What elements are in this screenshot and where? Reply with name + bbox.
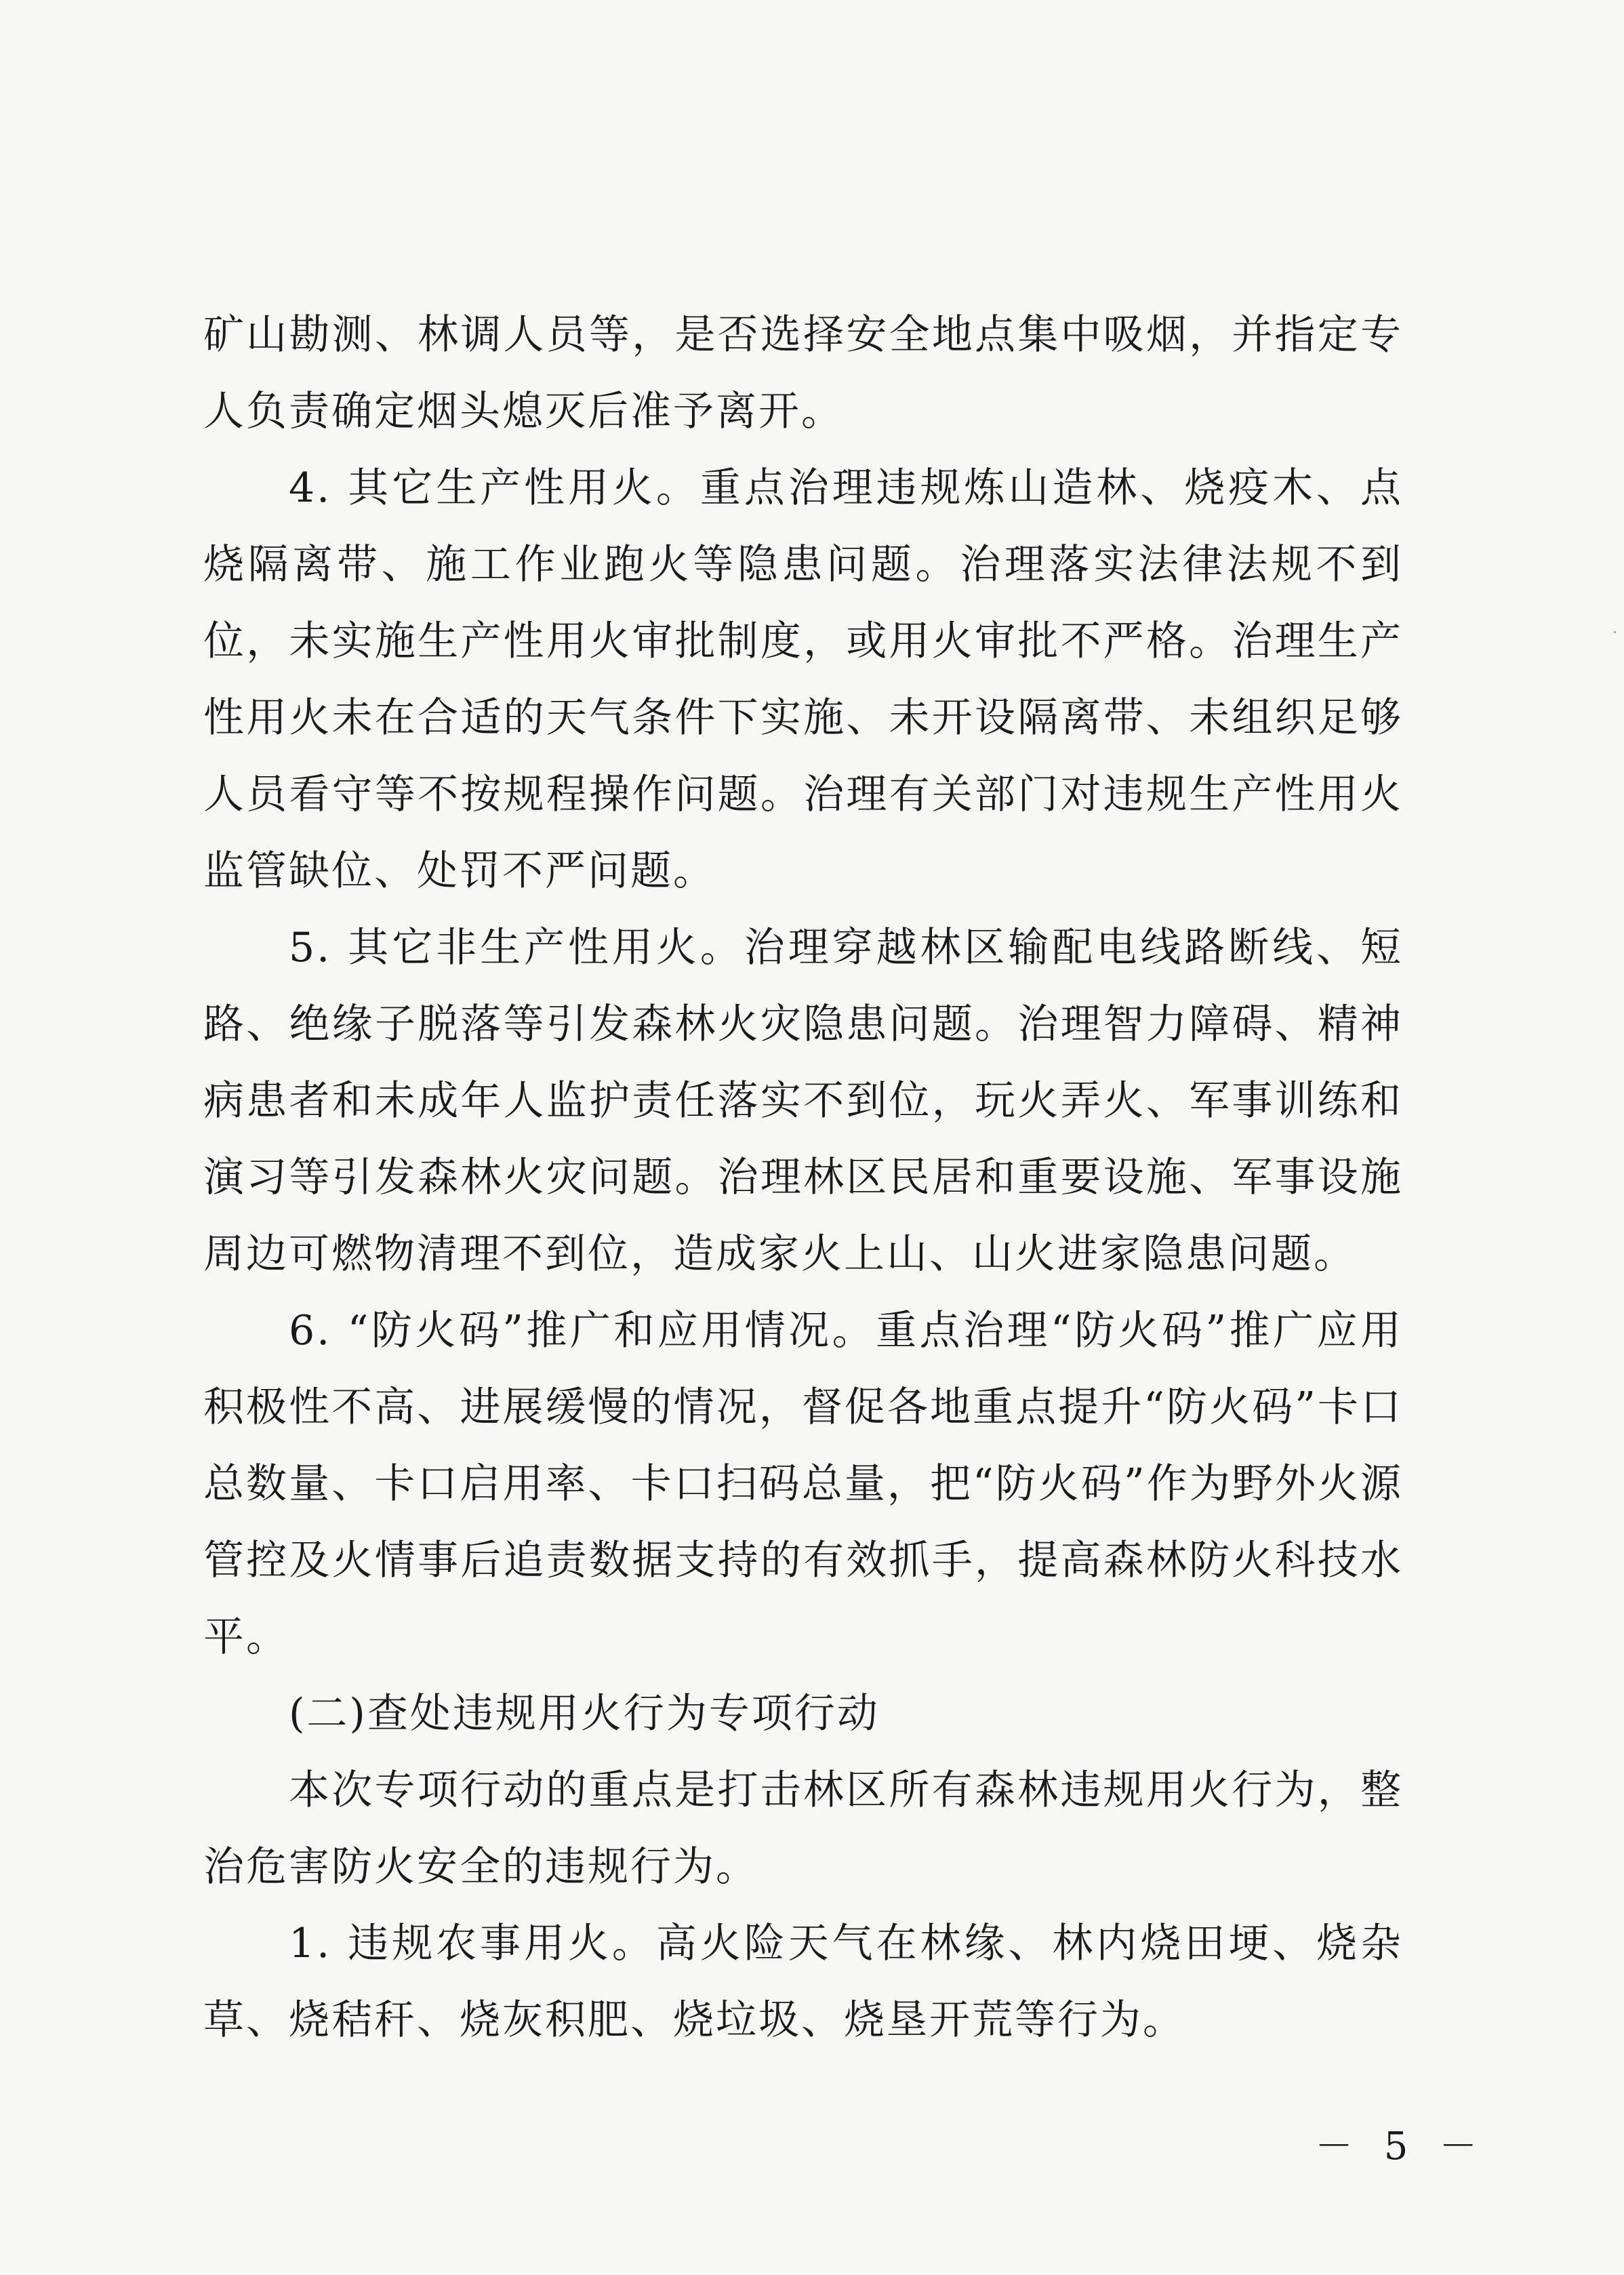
paragraph-item-4: 4. 其它生产性用火。重点治理违规炼山造林、烧疫木、点烧隔离带、施工作业跑火等隐患问题。治理落实法律法规不到位，未实施生产性用火审批制度，或用火审批不严格。治理生产性用火未在合适的天气条件下实施、未开设隔离带、未组织足够人员看守等不按规程操作问题。治理有关部门对违规生产性用火监管缺位、处罚不严问题。 (203, 464, 1403, 895)
paragraph-intro: 本次专项行动的重点是打击林区所有森林违规用火行为，整治危害防火安全的违规行为。 (203, 1767, 1403, 1891)
body-text (203, 297, 1403, 2059)
paragraph-item-5: 5. 其它非生产性用火。治理穿越林区输配电线路断线、短路、绝缘子脱落等引发森林火灾隐患问题。治理智力障碍、精神病患者和未成年人监护责任落实不到位，玩火弄火、军事训练和演习等引发森林火灾问题。治理林区民居和重要设施、军事设施周边可燃物清理不到位，造成家火上山、山火进家隐患问题。 (203, 924, 1403, 1278)
paragraph-item-6: 6. “防火码”推广和应用情况。重点治理“防火码”推广应用积极性不高、进展缓慢的情况，督促各地重点提升“防火码”卡口总数量、卡口启用率、卡口扫码总量，把“防火码”作为野外火源管控及火情事后追责数据支持的有效抓手，提高森林防火科技水平。 (203, 1307, 1403, 1661)
scan-speck (1614, 631, 1616, 633)
paragraph-continuation: 矿山勘测、林调人员等，是否选择安全地点集中吸烟，并指定专人负责确定烟头熄灭后准予离开。 (203, 311, 1403, 435)
paragraph-item-1: 1. 违规农事用火。高火险天气在林缘、林内烧田埂、烧杂草、烧秸秆、烧灰积肥、烧垃圾、烧垦开荒等行为。 (203, 1920, 1403, 2044)
page-number: － 5 － (1315, 2125, 1487, 2169)
section-heading: (二)查处违规用火行为专项行动 (289, 1690, 880, 1737)
